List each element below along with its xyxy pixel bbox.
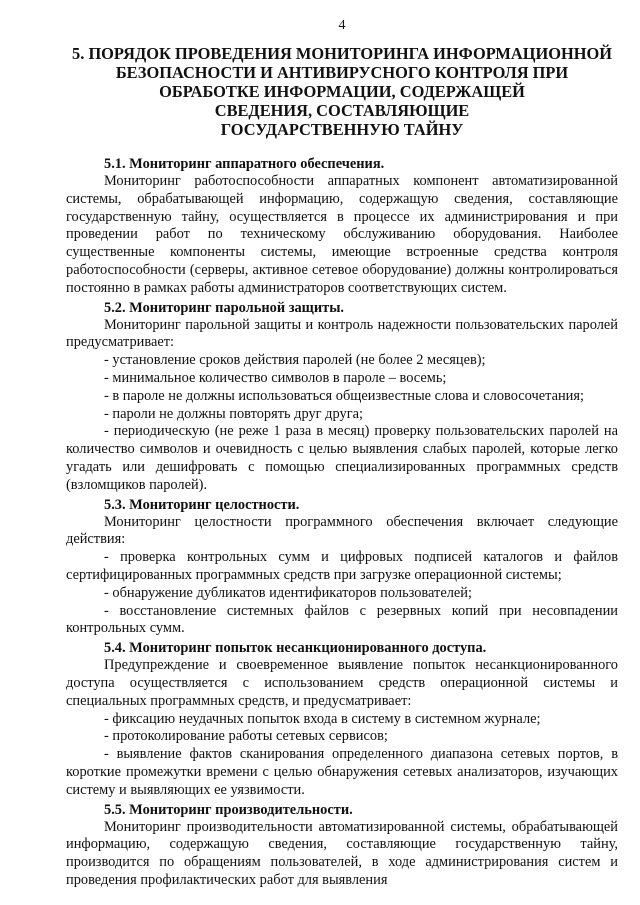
list-item: - проверка контрольных сумм и цифровых подписей каталогов и файлов сертифицированных программных средств при загрузке операционной системы; bbox=[66, 549, 618, 583]
page-number: 4 bbox=[338, 18, 346, 33]
chapter-title-line: СВЕДЕНИЯ, СОСТАВЛЯЮЩИЕ bbox=[214, 101, 470, 120]
section-paragraph: Мониторинг парольной защиты и контроль надежности пользовательских паролей предусматривает: bbox=[66, 316, 618, 351]
section-hardware-monitoring bbox=[66, 155, 618, 298]
list-item: - протоколирование работы сетевых сервисов; bbox=[104, 728, 388, 745]
section-unauthorized-access-monitoring bbox=[66, 639, 618, 799]
list-item: - минимальное количество символов в пароле – восемь; bbox=[104, 369, 447, 386]
list-item: - выявление фактов сканирования определенного диапазона сетевых портов, в короткие промежутки времени с целью обнаружения сетевых анализаторов, изучающих систему и выявляющих ее уязвимости. bbox=[66, 746, 618, 798]
list-item: - обнаружение дубликатов идентификаторов пользователей; bbox=[104, 584, 472, 601]
chapter-title-line: 5. ПОРЯДОК ПРОВЕДЕНИЯ МОНИТОРИНГА ИНФОРМАЦИОННОЙ bbox=[72, 44, 612, 63]
section-password-monitoring bbox=[66, 299, 618, 495]
chapter-title bbox=[66, 44, 618, 139]
list-item: - в пароле не должны использоваться общеизвестные слова и словосочетания; bbox=[104, 387, 584, 404]
section-heading: 5.3. Мониторинг целостности. bbox=[104, 496, 300, 513]
chapter-title-line: БЕЗОПАСНОСТИ И АНТИВИРУСНОГО КОНТРОЛЯ ПРИ bbox=[115, 63, 569, 82]
list-item: - фиксацию неудачных попыток входа в систему в системном журнале; bbox=[104, 710, 541, 727]
section-integrity-monitoring bbox=[66, 496, 618, 639]
section-heading: 5.4. Мониторинг попыток несанкционированного доступа. bbox=[104, 640, 487, 657]
section-paragraph: Предупреждение и своевременное выявление попыток несанкционированного доступа осуществляется с использованием средств операционной системы и специальных программных средств, и предусматривает: bbox=[66, 657, 618, 709]
section-paragraph: Мониторинг производительности автоматизированной системы, обрабатывающей информацию, содержащую сведения, составляющие государственную тайну, производится по обращениям пользователей, в ходе администрирования систем и проведения профилактических работ для выявления bbox=[66, 818, 618, 888]
chapter-title-line: ОБРАБОТКЕ ИНФОРМАЦИИ, СОДЕРЖАЩЕЙ bbox=[159, 82, 525, 101]
list-item: - периодическую (не реже 1 раза в месяц) проверку пользовательских паролей на количество символов и очевидность с целью выявления слабых паролей, которые легко угадать или дешифровать с помощью специализированных программных средств (взломщиков паролей). bbox=[66, 423, 618, 493]
section-paragraph: Мониторинг целостности программного обеспечения включает следующие действия: bbox=[66, 513, 618, 548]
list-item: - восстановление системных файлов с резервных копий при несовпадении контрольных сумм. bbox=[66, 602, 618, 637]
section-heading: 5.1. Мониторинг аппаратного обеспечения. bbox=[104, 156, 385, 172]
section-performance-monitoring bbox=[66, 801, 618, 890]
list-item: - пароли не должны повторять друг друга; bbox=[104, 405, 363, 422]
section-heading: 5.2. Мониторинг парольной защиты. bbox=[104, 299, 345, 316]
chapter-title-line: ГОСУДАРСТВЕННУЮ ТАЙНУ bbox=[220, 120, 464, 139]
section-paragraph: Мониторинг работоспособности аппаратных компонент автоматизированной системы, обрабатывающей информацию, содержащую сведения, составляющие государственную тайну, осуществляется в процессе их администрирования и при проведении работ по техническому обслуживанию оборудования. Наиболее существенные компоненты системы, имеющие встроенные средства контроля работоспособности (серверы, активное сетевое оборудование) должны контролироваться постоянно в рамках работы администраторов соответствующих систем. bbox=[66, 173, 618, 296]
section-heading: 5.5. Мониторинг производительности. bbox=[104, 801, 353, 818]
list-item: - установление сроков действия паролей (не более 2 месяцев); bbox=[104, 352, 486, 369]
